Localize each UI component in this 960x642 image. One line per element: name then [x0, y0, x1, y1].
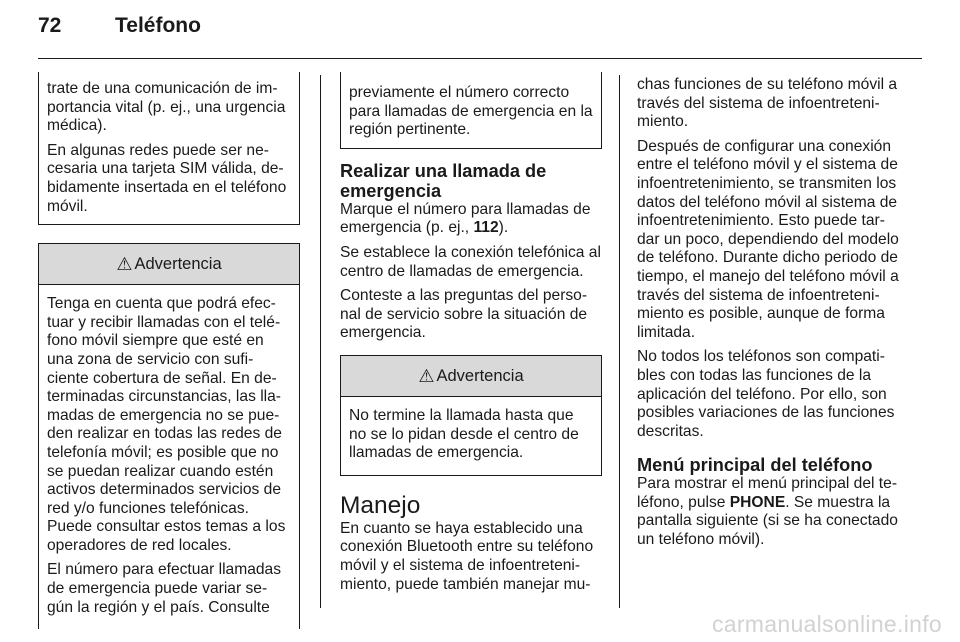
- watermark: carmanualsonline.info: [711, 611, 942, 637]
- emergency-number: 112: [473, 219, 499, 237]
- text-span: Marque el número para llamadas de emergencia (p. ej.,: [340, 200, 591, 237]
- paragraph: Después de configurar una conexión entre el teléfono móvil y el sistema de infoentretenimiento, se transmiten los datos del teléfono móvil al sistema de infoentretenimiento. Esto puede tar-dar un poco, dependiendo del modelo de teléfono. Durante dicho periodo de tiempo, el manejo del teléfono móvil a través del sistema de infoentreteni-miento es posible, aunque de forma limitada.: [637, 137, 899, 341]
- paragraph: No todos los teléfonos son compati-bles con todas las funciones de la aplicación del teléfono. Por ello, son posibles variaciones de las funciones descritas.: [637, 348, 895, 440]
- phone-button-label: PHONE: [729, 493, 786, 511]
- continued-text-box: [38, 72, 300, 225]
- text-span: Para mostrar el menú principal del te-léfono, pulse: [637, 475, 898, 511]
- warning-box: [38, 243, 300, 629]
- paragraph: En cuanto se haya establecido una conexión Bluetooth entre su teléfono móvil y el sistema de infoentreteni-miento, puede también manejar mu-: [340, 519, 594, 593]
- warning-body: [341, 397, 601, 475]
- paragraph: En algunas redes puede ser ne-cesaria una tarjeta SIM válida, de-bidamente insertada en el teléfono móvil.: [47, 141, 287, 215]
- paragraph: Conteste a las preguntas del perso-nal de servicio sobre la situación de emergencia.: [340, 287, 588, 342]
- section-heading: Realizar una llamada de emergencia: [340, 160, 547, 201]
- section-heading-main: Manejo: [340, 491, 421, 519]
- paragraph: Tenga en cuenta que podrá efec-tuar y recibir llamadas con el telé-fono móvil siempre que esté en una zona de servicio con sufi-ciente cobertura de señal. En de-terminadas circunstancias, las lla-madas de emergencia no se pue-den realizar en todas las redes de telefonía móvil; es posible que no se puedan realizar cuando estén activos determinados servicios de red y/o funciones telefónicas. Puede consultar estos temas a los operadores de red locales.: [47, 295, 286, 554]
- warning-title: Advertencia: [436, 366, 524, 385]
- paragraph: Se establece la conexión telefónica al centro de llamadas de emergencia.: [340, 243, 601, 280]
- header-rule: [38, 58, 922, 59]
- paragraph: chas funciones de su teléfono móvil a través del sistema de infoentreteni-miento.: [637, 76, 898, 131]
- warning-triangle-icon: ⚠: [418, 365, 435, 386]
- paragraph: previamente el número correcto para llamadas de emergencia en la región pertinente.: [349, 84, 593, 139]
- column-2: [340, 72, 602, 600]
- page-header: [0, 0, 960, 56]
- continued-text-box: [340, 72, 602, 149]
- warning-header: [341, 356, 601, 397]
- warning-box: [340, 355, 602, 476]
- paragraph: [637, 475, 903, 549]
- text-span: . Se muestra la pantalla siguiente (si se ha conectado un teléfono móvil).: [637, 493, 898, 549]
- warning-body: [39, 285, 299, 629]
- warning-triangle-icon: ⚠: [116, 253, 133, 274]
- paragraph: [340, 201, 602, 238]
- column-divider: [320, 75, 321, 608]
- column-3: [637, 76, 903, 556]
- column-divider: [619, 75, 620, 608]
- section-heading: Menú principal del teléfono: [637, 455, 873, 476]
- paragraph: trate de una comunicación de im-portancia vital (p. ej., una urgencia médica).: [47, 80, 286, 135]
- page-number: 72: [38, 14, 62, 37]
- warning-title: Advertencia: [134, 254, 222, 273]
- paragraph: No termine la llamada hasta que no se lo pidan desde el centro de llamadas de emergencia.: [349, 406, 579, 462]
- column-1: [38, 72, 300, 629]
- warning-header: [39, 244, 299, 285]
- text-span: ).: [498, 219, 509, 237]
- paragraph: El número para efectuar llamadas de emergencia puede variar se-gún la región y el país. Consulte: [47, 561, 282, 616]
- page-title: Teléfono: [115, 14, 201, 37]
